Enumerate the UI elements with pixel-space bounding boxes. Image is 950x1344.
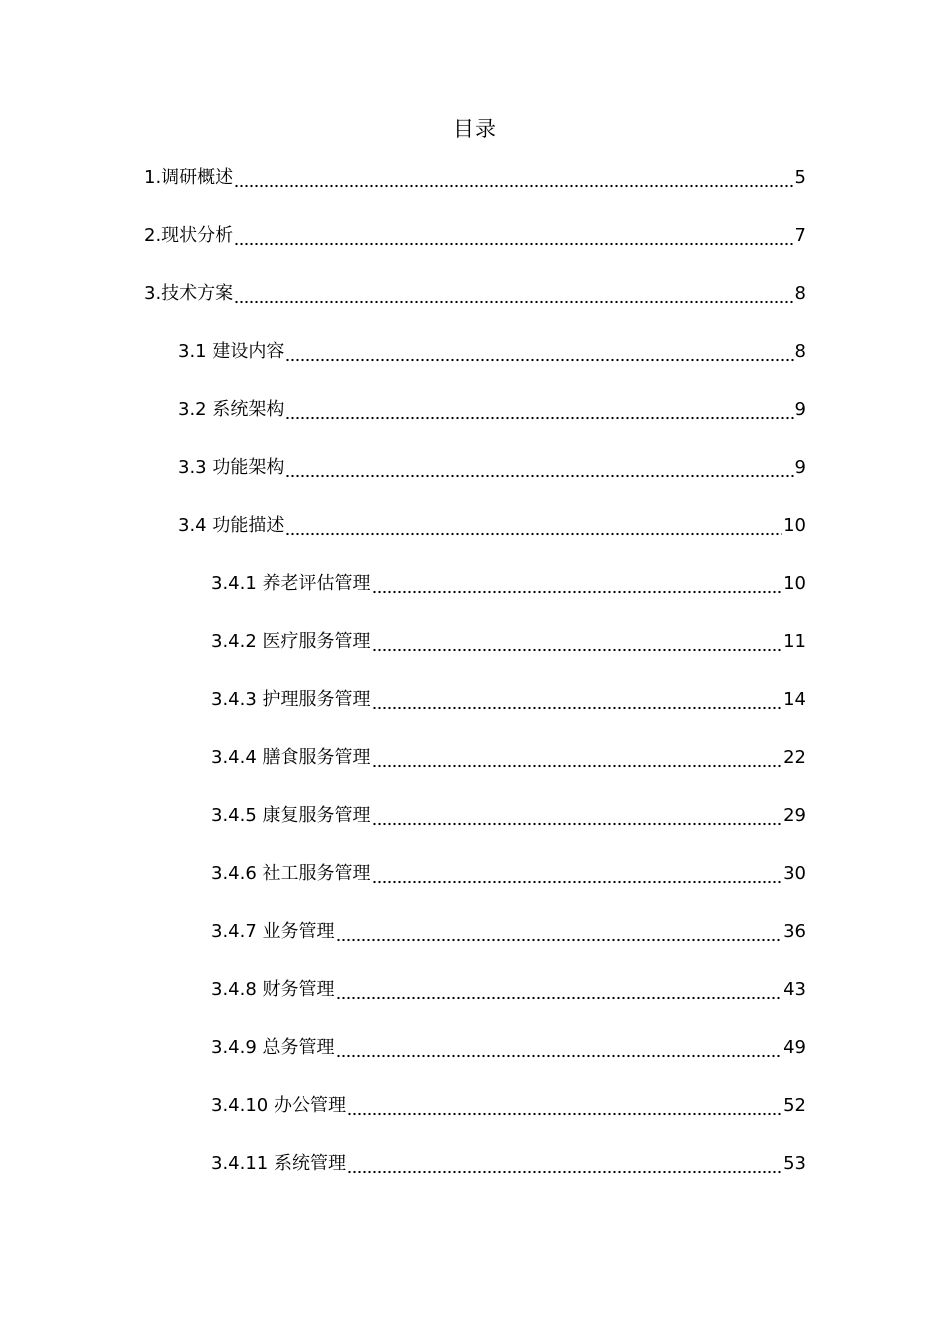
table-of-contents xyxy=(0,162,950,1206)
toc-entry-page: 30 xyxy=(783,863,806,884)
toc-entry-page: 43 xyxy=(783,979,806,1000)
toc-entry-page: 22 xyxy=(783,747,806,768)
toc-entry-page: 9 xyxy=(794,399,806,420)
toc-entry-label: 3.1 建设内容 xyxy=(178,336,284,368)
toc-entry-label: 3.4.5 康复服务管理 xyxy=(211,800,371,832)
toc-dot-leader xyxy=(372,742,783,774)
toc-entry[interactable] xyxy=(0,974,806,1032)
toc-entry-page: 10 xyxy=(783,573,806,594)
toc-entry-label: 1.调研概述 xyxy=(144,162,233,194)
toc-entry[interactable] xyxy=(0,220,806,278)
toc-entry[interactable] xyxy=(0,510,806,568)
toc-entry-label: 3.技术方案 xyxy=(144,278,233,310)
toc-entry[interactable] xyxy=(0,452,806,510)
toc-entry-label: 3.4.4 膳食服务管理 xyxy=(211,742,371,774)
toc-dot-leader xyxy=(285,336,793,368)
toc-entry[interactable] xyxy=(0,916,806,974)
toc-entry[interactable] xyxy=(0,1148,806,1206)
toc-entry-label: 3.4 功能描述 xyxy=(178,510,284,542)
toc-entry[interactable] xyxy=(0,858,806,916)
toc-entry-label: 3.4.1 养老评估管理 xyxy=(211,568,371,600)
toc-title: 目录 xyxy=(453,117,497,141)
toc-dot-leader xyxy=(234,278,793,310)
toc-entry[interactable] xyxy=(0,278,806,336)
toc-entry-label: 2.现状分析 xyxy=(144,220,233,252)
toc-entry-page: 9 xyxy=(794,457,806,478)
toc-entry-label: 3.4.9 总务管理 xyxy=(211,1032,335,1064)
toc-dot-leader xyxy=(372,626,783,658)
toc-entry[interactable] xyxy=(0,800,806,858)
toc-entry-label: 3.4.3 护理服务管理 xyxy=(211,684,371,716)
toc-entry[interactable] xyxy=(0,684,806,742)
toc-entry-page: 52 xyxy=(783,1095,806,1116)
toc-dot-leader xyxy=(347,1148,782,1180)
toc-dot-leader xyxy=(285,394,793,426)
toc-entry-label: 3.4.11 系统管理 xyxy=(211,1148,346,1180)
toc-entry-page: 49 xyxy=(783,1037,806,1058)
toc-dot-leader xyxy=(285,510,782,542)
toc-entry[interactable] xyxy=(0,1090,806,1148)
toc-entry-label: 3.2 系统架构 xyxy=(178,394,284,426)
toc-dot-leader xyxy=(336,1032,783,1064)
toc-entry-page: 10 xyxy=(783,515,806,536)
toc-entry-label: 3.4.6 社工服务管理 xyxy=(211,858,371,890)
toc-dot-leader xyxy=(372,684,783,716)
toc-entry-page: 11 xyxy=(783,631,806,652)
toc-entry[interactable] xyxy=(0,1032,806,1090)
toc-dot-leader xyxy=(347,1090,782,1122)
toc-entry[interactable] xyxy=(0,742,806,800)
toc-entry-page: 29 xyxy=(783,805,806,826)
toc-dot-leader xyxy=(234,220,793,252)
toc-entry-page: 5 xyxy=(794,167,806,188)
toc-dot-leader xyxy=(372,800,783,832)
toc-entry-label: 3.4.10 办公管理 xyxy=(211,1090,346,1122)
toc-entry[interactable] xyxy=(0,568,806,626)
toc-entry[interactable] xyxy=(0,162,806,220)
toc-entry-page: 14 xyxy=(783,689,806,710)
toc-dot-leader xyxy=(372,858,783,890)
toc-entry-page: 36 xyxy=(783,921,806,942)
toc-dot-leader xyxy=(285,452,793,484)
toc-dot-leader xyxy=(234,162,793,194)
toc-dot-leader xyxy=(336,916,783,948)
toc-dot-leader xyxy=(336,974,783,1006)
toc-entry-page: 53 xyxy=(783,1153,806,1174)
toc-dot-leader xyxy=(372,568,783,600)
toc-entry-page: 7 xyxy=(794,225,806,246)
toc-entry[interactable] xyxy=(0,626,806,684)
toc-entry[interactable] xyxy=(0,336,806,394)
toc-entry-label: 3.4.2 医疗服务管理 xyxy=(211,626,371,658)
toc-entry[interactable] xyxy=(0,394,806,452)
toc-entry-page: 8 xyxy=(794,341,806,362)
toc-entry-label: 3.4.8 财务管理 xyxy=(211,974,335,1006)
toc-entry-page: 8 xyxy=(794,283,806,304)
toc-entry-label: 3.4.7 业务管理 xyxy=(211,916,335,948)
toc-entry-label: 3.3 功能架构 xyxy=(178,452,284,484)
